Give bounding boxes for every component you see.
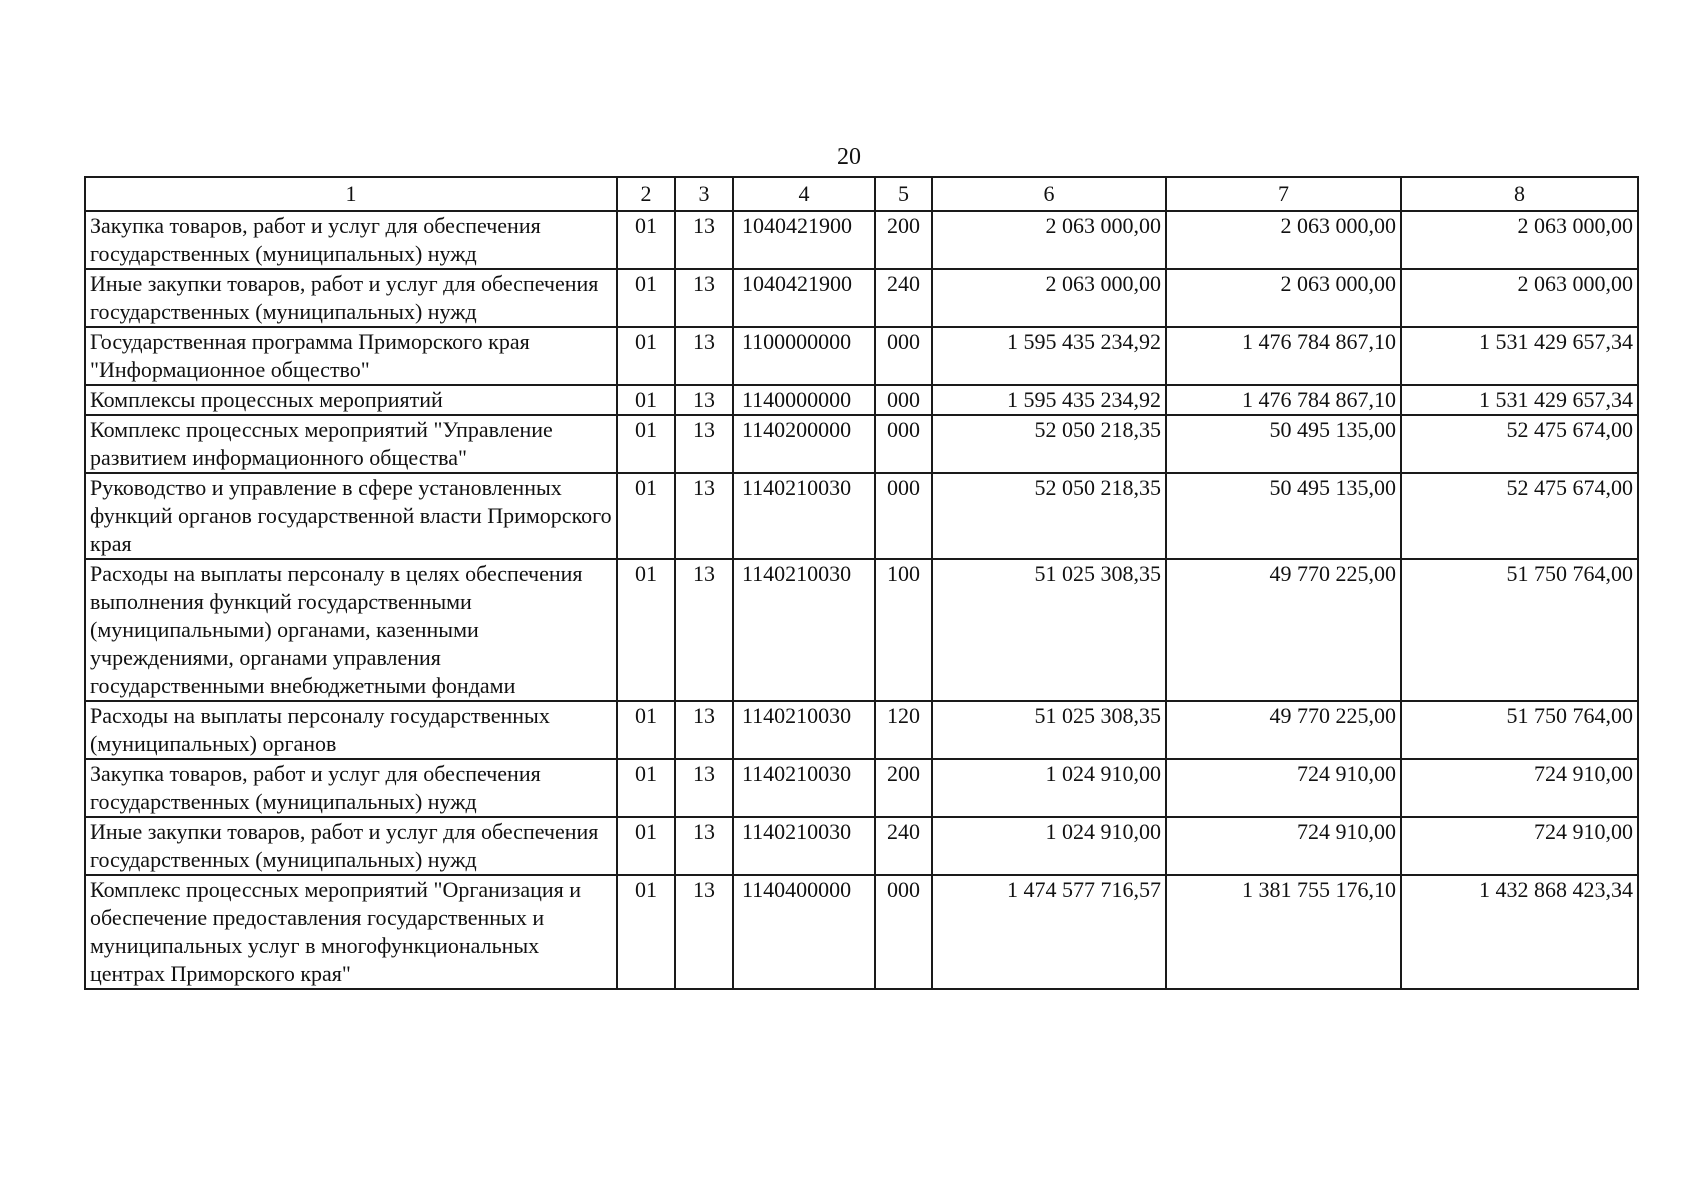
table-row <box>85 473 1638 559</box>
table-row <box>85 211 1638 269</box>
row-expense-type: 000 <box>875 385 932 415</box>
row-amount-2: 50 495 135,00 <box>1166 473 1401 559</box>
col-header-7: 7 <box>1166 177 1401 211</box>
row-amount-2: 50 495 135,00 <box>1166 415 1401 473</box>
row-section: 01 <box>617 875 675 989</box>
row-amount-2: 49 770 225,00 <box>1166 559 1401 701</box>
row-target: 1040421900 <box>733 211 875 269</box>
col-header-8: 8 <box>1401 177 1638 211</box>
row-name: Иные закупки товаров, работ и услуг для обеспечения государственных (муниципальных) нужд <box>85 269 617 327</box>
row-name: Иные закупки товаров, работ и услуг для обеспечения государственных (муниципальных) нужд <box>85 817 617 875</box>
row-name: Расходы на выплаты персоналу государственных (муниципальных) органов <box>85 701 617 759</box>
row-target: 1140210030 <box>733 817 875 875</box>
row-target: 1140200000 <box>733 415 875 473</box>
row-target: 1140000000 <box>733 385 875 415</box>
row-amount-3: 1 432 868 423,34 <box>1401 875 1638 989</box>
row-target: 1140210030 <box>733 473 875 559</box>
row-amount-1: 51 025 308,35 <box>932 559 1166 701</box>
row-section: 01 <box>617 559 675 701</box>
col-header-1: 1 <box>85 177 617 211</box>
row-amount-2: 724 910,00 <box>1166 817 1401 875</box>
row-expense-type: 240 <box>875 269 932 327</box>
table-row <box>85 817 1638 875</box>
row-amount-1: 51 025 308,35 <box>932 701 1166 759</box>
row-name: Закупка товаров, работ и услуг для обеспечения государственных (муниципальных) нужд <box>85 211 617 269</box>
row-target: 1100000000 <box>733 327 875 385</box>
row-subsection: 13 <box>675 701 733 759</box>
row-amount-3: 724 910,00 <box>1401 759 1638 817</box>
row-amount-1: 1 595 435 234,92 <box>932 327 1166 385</box>
row-subsection: 13 <box>675 211 733 269</box>
row-amount-3: 52 475 674,00 <box>1401 415 1638 473</box>
row-section: 01 <box>617 473 675 559</box>
col-header-3: 3 <box>675 177 733 211</box>
row-expense-type: 000 <box>875 327 932 385</box>
row-target: 1140210030 <box>733 701 875 759</box>
row-amount-3: 2 063 000,00 <box>1401 269 1638 327</box>
row-section: 01 <box>617 327 675 385</box>
row-name: Государственная программа Приморского края "Информационное общество" <box>85 327 617 385</box>
row-name: Руководство и управление в сфере установленных функций органов государственной власти Приморского края <box>85 473 617 559</box>
table-row <box>85 415 1638 473</box>
row-amount-3: 1 531 429 657,34 <box>1401 327 1638 385</box>
row-expense-type: 000 <box>875 875 932 989</box>
row-amount-1: 1 474 577 716,57 <box>932 875 1166 989</box>
row-amount-2: 1 381 755 176,10 <box>1166 875 1401 989</box>
table-row <box>85 327 1638 385</box>
row-expense-type: 100 <box>875 559 932 701</box>
row-name: Комплекс процессных мероприятий "Управление развитием информационного общества" <box>85 415 617 473</box>
row-amount-2: 2 063 000,00 <box>1166 211 1401 269</box>
row-amount-1: 52 050 218,35 <box>932 415 1166 473</box>
row-amount-1: 1 595 435 234,92 <box>932 385 1166 415</box>
row-subsection: 13 <box>675 327 733 385</box>
row-section: 01 <box>617 415 675 473</box>
table-row <box>85 701 1638 759</box>
row-amount-3: 2 063 000,00 <box>1401 211 1638 269</box>
row-expense-type: 000 <box>875 415 932 473</box>
row-expense-type: 240 <box>875 817 932 875</box>
row-subsection: 13 <box>675 269 733 327</box>
row-amount-3: 724 910,00 <box>1401 817 1638 875</box>
row-section: 01 <box>617 759 675 817</box>
row-subsection: 13 <box>675 817 733 875</box>
row-section: 01 <box>617 701 675 759</box>
table-row <box>85 269 1638 327</box>
table-row <box>85 385 1638 415</box>
row-amount-3: 51 750 764,00 <box>1401 701 1638 759</box>
row-subsection: 13 <box>675 875 733 989</box>
row-amount-3: 1 531 429 657,34 <box>1401 385 1638 415</box>
budget-table <box>84 176 1639 990</box>
row-expense-type: 200 <box>875 211 932 269</box>
table-row <box>85 559 1638 701</box>
row-subsection: 13 <box>675 473 733 559</box>
col-header-4: 4 <box>733 177 875 211</box>
row-amount-1: 1 024 910,00 <box>932 759 1166 817</box>
table-row <box>85 875 1638 989</box>
row-section: 01 <box>617 269 675 327</box>
page-number: 20 <box>837 144 861 170</box>
row-amount-1: 1 024 910,00 <box>932 817 1166 875</box>
row-section: 01 <box>617 817 675 875</box>
row-expense-type: 000 <box>875 473 932 559</box>
row-amount-2: 49 770 225,00 <box>1166 701 1401 759</box>
row-amount-3: 51 750 764,00 <box>1401 559 1638 701</box>
row-name: Комплексы процессных мероприятий <box>85 385 617 415</box>
row-amount-2: 724 910,00 <box>1166 759 1401 817</box>
row-amount-2: 1 476 784 867,10 <box>1166 385 1401 415</box>
row-name: Комплекс процессных мероприятий "Организация и обеспечение предоставления государственных и муниципальных услуг в многофункциональных центрах Приморского края" <box>85 875 617 989</box>
col-header-2: 2 <box>617 177 675 211</box>
col-header-6: 6 <box>932 177 1166 211</box>
row-amount-2: 1 476 784 867,10 <box>1166 327 1401 385</box>
row-expense-type: 200 <box>875 759 932 817</box>
row-subsection: 13 <box>675 559 733 701</box>
row-subsection: 13 <box>675 415 733 473</box>
row-target: 1040421900 <box>733 269 875 327</box>
row-section: 01 <box>617 385 675 415</box>
row-amount-1: 2 063 000,00 <box>932 211 1166 269</box>
row-target: 1140210030 <box>733 759 875 817</box>
row-amount-1: 2 063 000,00 <box>932 269 1166 327</box>
row-subsection: 13 <box>675 385 733 415</box>
row-expense-type: 120 <box>875 701 932 759</box>
row-amount-3: 52 475 674,00 <box>1401 473 1638 559</box>
table-row <box>85 759 1638 817</box>
row-target: 1140210030 <box>733 559 875 701</box>
row-section: 01 <box>617 211 675 269</box>
col-header-5: 5 <box>875 177 932 211</box>
header-row <box>85 177 1638 211</box>
row-subsection: 13 <box>675 759 733 817</box>
row-name: Закупка товаров, работ и услуг для обеспечения государственных (муниципальных) нужд <box>85 759 617 817</box>
row-amount-2: 2 063 000,00 <box>1166 269 1401 327</box>
row-amount-1: 52 050 218,35 <box>932 473 1166 559</box>
row-name: Расходы на выплаты персоналу в целях обеспечения выполнения функций государственными (муниципальными) органами, казенными учреждениями, органами управления государственными внебюджетными фондами <box>85 559 617 701</box>
row-target: 1140400000 <box>733 875 875 989</box>
